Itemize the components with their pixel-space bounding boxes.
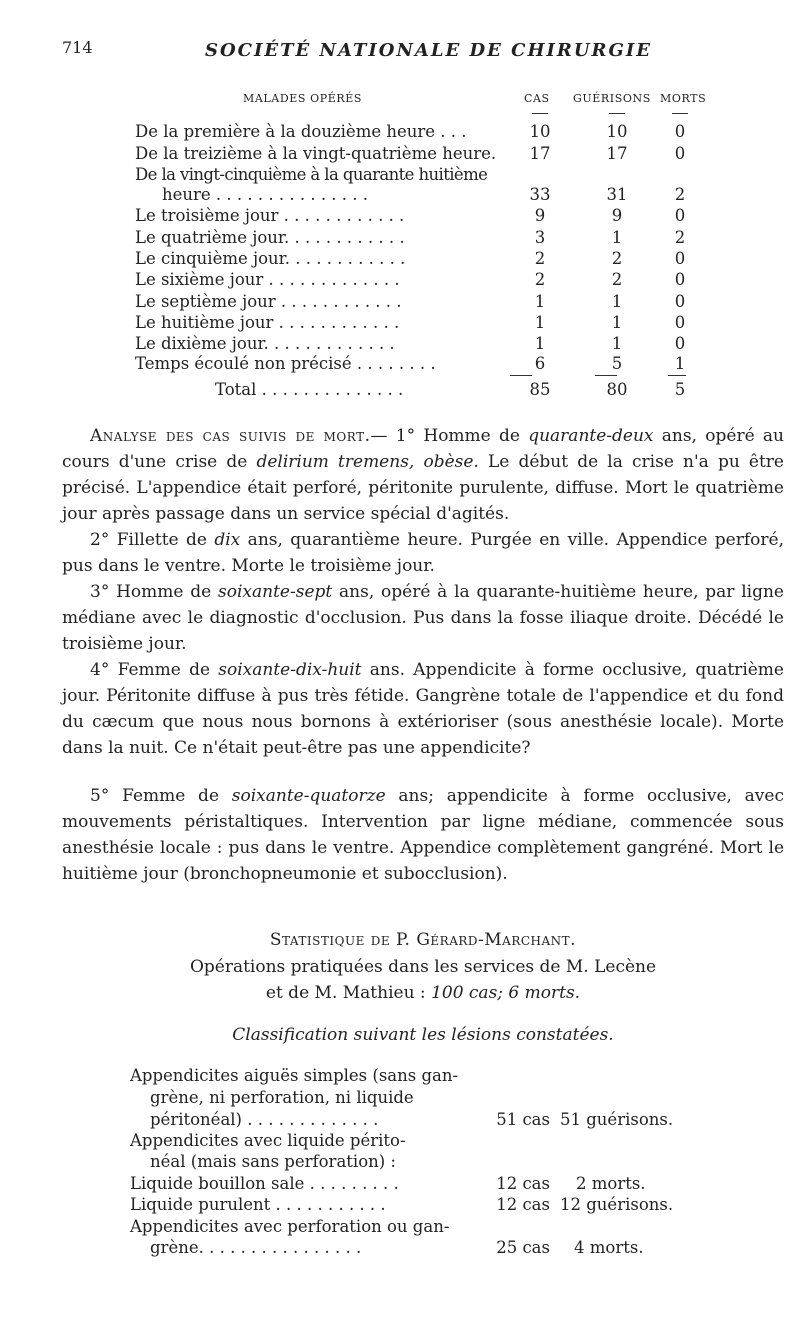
cell-guerisons: 2 xyxy=(611,249,623,268)
lesion-row xyxy=(0,1066,800,1088)
lesion-cas: 12 cas xyxy=(496,1195,550,1214)
row-label: Le huitième jour . . . . . . . . . . . . xyxy=(135,313,400,332)
row-label: De la vingt-cinquième à la quarante huitième xyxy=(135,165,488,184)
text: 5° Femme de xyxy=(90,786,232,806)
table-row xyxy=(0,206,800,228)
cell-guerisons: 1 xyxy=(611,228,623,247)
cell-morts: 0 xyxy=(674,122,686,141)
lesion-label: Appendicites aiguës simples (sans gan- xyxy=(130,1066,459,1085)
lesion-label: Liquide purulent . . . . . . . . . . . xyxy=(130,1195,386,1214)
analysis-paragraph-1 xyxy=(62,424,784,528)
cell-cas: 1 xyxy=(534,334,546,353)
table-header-cas: CAS xyxy=(524,92,550,105)
table-row xyxy=(0,270,800,292)
cell-guerisons: 17 xyxy=(606,144,628,163)
sum-rule xyxy=(510,375,532,376)
table-row xyxy=(0,185,800,207)
analysis-heading: Analyse des cas suivis de mort. xyxy=(90,426,371,446)
text: 4° Femme de xyxy=(90,660,219,680)
row-label: Le dixième jour. . . . . . . . . . . . . xyxy=(135,334,395,353)
lesion-row xyxy=(0,1131,800,1153)
lesion-row xyxy=(0,1238,800,1260)
lesion-label: péritonéal) . . . . . . . . . . . . . xyxy=(150,1110,379,1129)
lesion-result: 4 morts. xyxy=(574,1238,644,1257)
lesion-row xyxy=(0,1152,800,1174)
lesion-label: grène, ni perforation, ni liquide xyxy=(150,1088,414,1107)
analysis-paragraph-3 xyxy=(62,580,784,658)
page-number: 714 xyxy=(62,38,93,57)
analysis-paragraph-5 xyxy=(62,784,784,888)
text: 3° Homme de xyxy=(90,582,219,602)
sum-rule xyxy=(595,375,617,376)
row-label: Le troisième jour . . . . . . . . . . . . xyxy=(135,206,405,225)
lesion-row xyxy=(0,1174,800,1196)
cell-cas: 3 xyxy=(534,228,546,247)
emphasis: soixante-quatorze xyxy=(231,786,386,806)
text: ans. Appendicite à forme occlusive, quatrième jour. Péritonite diffuse à pus très fétide. Gangrène totale de l'appendice et du fond du cæcum que nous nous bornons à extérioriser (sous anesthésie locale). Morte dans la nuit. Ce n'était peut-être pas une appendicite? xyxy=(62,660,784,758)
cell-morts: 0 xyxy=(674,292,686,311)
table-row xyxy=(0,313,800,335)
table-header-guerisons: GUÉRISONS xyxy=(573,92,651,105)
lesion-cas: 12 cas xyxy=(496,1174,550,1193)
row-label: Le cinquième jour. . . . . . . . . . . . xyxy=(135,249,406,268)
cell-cas: 1 xyxy=(534,313,546,332)
text: ans, opéré au cours d'une crise de xyxy=(62,426,784,472)
lesion-cas: 51 cas xyxy=(496,1110,550,1129)
text: ans; appendicite à forme occlusive, avec mouvements péristaltiques. Intervention par ligne médiane, commencée sous anesthésie locale : pus dans le ventre. Appendice complètement gangréné. Mort le huitième jour (bronchopneumonie et subocclusion). xyxy=(62,786,784,884)
total-cas: 85 xyxy=(529,380,551,399)
text: Le début de la crise n'a pu être précisé. L'appendice était perforé, péritonite purulente, diffuse. Mort le quatrième jour après passage dans un service spécial d'agités. xyxy=(62,451,784,524)
total-label: Total . . . . . . . . . . . . . . xyxy=(215,380,404,399)
table-row xyxy=(0,165,800,187)
header-dash xyxy=(672,113,688,114)
lesion-row xyxy=(0,1110,800,1132)
cell-morts: 0 xyxy=(674,206,686,225)
table-row xyxy=(0,144,800,166)
emphasis: soixante-dix-huit xyxy=(218,660,362,680)
cell-morts: 0 xyxy=(674,313,686,332)
cell-cas: 6 xyxy=(534,354,546,373)
cell-guerisons: 31 xyxy=(606,185,628,204)
cell-cas: 33 xyxy=(529,185,551,204)
cell-cas: 2 xyxy=(534,270,546,289)
analysis-paragraph-4 xyxy=(62,658,784,762)
table-header-morts: MORTS xyxy=(660,92,707,105)
text: ans, opéré à la quarante-huitième heure, par ligne médiane avec le diagnostic d'occlusion. Pus dans la fosse iliaque droite. Décédé le troisième jour. xyxy=(62,582,784,654)
table-row xyxy=(0,122,800,144)
emphasis: dix xyxy=(214,530,241,550)
cell-guerisons: 1 xyxy=(611,334,623,353)
lesion-result: 2 morts. xyxy=(576,1174,646,1193)
emphasis: delirium tremens, obèse. xyxy=(256,451,479,472)
header-dash xyxy=(532,113,548,114)
row-label: De la première à la douzième heure . . . xyxy=(135,122,467,141)
table-row xyxy=(0,228,800,250)
lesion-result: 12 guérisons. xyxy=(560,1195,674,1214)
cell-morts: 0 xyxy=(674,144,686,163)
lesion-label: Appendicites avec perforation ou gan- xyxy=(130,1217,450,1236)
running-title: SOCIÉTÉ NATIONALE DE CHIRURGIE xyxy=(205,40,652,61)
cell-morts: 0 xyxy=(674,334,686,353)
row-label: Le quatrième jour. . . . . . . . . . . . xyxy=(135,228,405,247)
sum-rule xyxy=(668,375,686,376)
lesion-row xyxy=(0,1217,800,1239)
analysis-paragraph-2 xyxy=(62,528,784,580)
row-label: Le sixième jour . . . . . . . . . . . . . xyxy=(135,270,400,289)
lesion-label: Liquide bouillon sale . . . . . . . . . xyxy=(130,1174,399,1193)
total-guerisons: 80 xyxy=(606,380,628,399)
cell-morts: 2 xyxy=(674,228,686,247)
lesion-row xyxy=(0,1088,800,1110)
total-morts: 5 xyxy=(674,380,686,399)
classification-heading xyxy=(62,1025,784,1045)
cell-morts: 0 xyxy=(674,270,686,289)
lesion-label: grène. . . . . . . . . . . . . . . . xyxy=(150,1238,362,1257)
cell-cas: 1 xyxy=(534,292,546,311)
cell-cas: 2 xyxy=(534,249,546,268)
table-total-row xyxy=(0,380,800,402)
cell-guerisons: 1 xyxy=(611,292,623,311)
lesion-label: Appendicites avec liquide périto- xyxy=(130,1131,406,1150)
table-row xyxy=(0,334,800,356)
text: ans, quarantième heure. Purgée en ville. Appendice perforé, pus dans le ventre. Morte le troisième jour. xyxy=(62,530,784,576)
table-header-label: MALADES OPÉRÉS xyxy=(243,92,363,105)
cell-guerisons: 5 xyxy=(611,354,623,373)
text: — 1° Homme de xyxy=(370,426,529,446)
cell-cas: 17 xyxy=(529,144,551,163)
cell-cas: 10 xyxy=(529,122,551,141)
cell-morts: 1 xyxy=(674,354,686,373)
table-row xyxy=(0,292,800,314)
lesion-cas: 25 cas xyxy=(496,1238,550,1257)
emphasis: quarante-deux xyxy=(528,426,654,446)
row-label: Temps écoulé non précisé . . . . . . . . xyxy=(135,354,436,373)
text: 2° Fillette de xyxy=(90,530,215,550)
emphasis: 100 cas; 6 morts. xyxy=(431,983,581,1003)
lesion-label: néal (mais sans perforation) : xyxy=(150,1152,396,1171)
header-dash xyxy=(609,113,625,114)
cell-guerisons: 1 xyxy=(611,313,623,332)
cell-guerisons: 10 xyxy=(606,122,628,141)
lesion-row xyxy=(0,1195,800,1217)
table-row xyxy=(0,249,800,271)
table-row xyxy=(0,354,800,376)
row-label: heure . . . . . . . . . . . . . . . xyxy=(162,185,369,204)
statistique-line-2 xyxy=(62,983,784,1003)
row-label: Le septième jour . . . . . . . . . . . . xyxy=(135,292,402,311)
cell-guerisons: 2 xyxy=(611,270,623,289)
cell-cas: 9 xyxy=(534,206,546,225)
cell-morts: 2 xyxy=(674,185,686,204)
emphasis: soixante-sept xyxy=(218,582,333,602)
text: et de M. Mathieu : xyxy=(265,983,432,1003)
statistique-title: Statistique de P. Gérard-Marchant. xyxy=(269,930,577,950)
emphasis: Classification suivant les lésions constatées. xyxy=(232,1025,614,1045)
cell-guerisons: 9 xyxy=(611,206,623,225)
cell-morts: 0 xyxy=(674,249,686,268)
row-label: De la treizième à la vingt-quatrième heure. xyxy=(135,144,497,163)
statistique-line-1: Opérations pratiquées dans les services de M. Lecène xyxy=(189,957,657,977)
lesion-result: 51 guérisons. xyxy=(560,1110,674,1129)
